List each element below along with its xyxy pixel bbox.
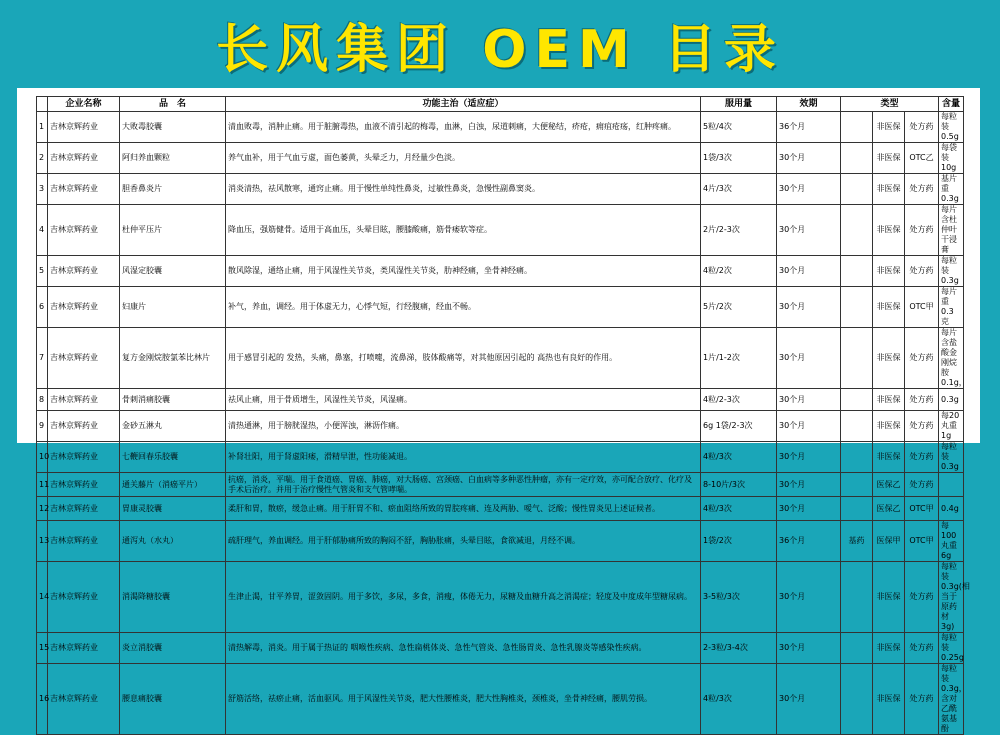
function-cell: 补气，养血，调经。用于体虚无力，心悸气短，行经腹痛，经血不畅。 [226,287,701,328]
content-cell: 每粒装0.3g(相当于原药材3g) [939,562,964,633]
type-cell-2: 医保乙 [873,497,905,521]
header-company: 企业名称 [48,97,120,112]
row-number: 16 [37,664,48,735]
header-dosage: 服用量 [701,97,777,112]
type-cell-2: 非医保 [873,205,905,256]
row-number: 15 [37,633,48,664]
content-cell: 每片含盐酸金刚烷胺0.1g， [939,328,964,389]
function-cell: 消炎清热，祛风散寒，通窍止痛。用于慢性单纯性鼻炎，过敏性鼻炎，急慢性副鼻窦炎。 [226,174,701,205]
type-cell-1 [841,328,873,389]
row-number: 2 [37,143,48,174]
row-number: 12 [37,497,48,521]
type-cell-2: 非医保 [873,389,905,411]
company-cell: 吉林京辉药业 [48,112,120,143]
type-cell-2: 医保乙 [873,473,905,497]
type-cell-1 [841,497,873,521]
table-row [37,562,964,633]
dosage-cell: 4粒/3次 [701,497,777,521]
table-row [37,256,964,287]
type-cell-3: OTC甲 [905,287,939,328]
content-cell: 每袋装10g [939,143,964,174]
dosage-cell: 4粒/2-3次 [701,389,777,411]
function-cell: 散风除湿，通络止痛，用于风湿性关节炎，类风湿性关节炎，肋神经痛，坐骨神经痛。 [226,256,701,287]
validity-cell: 30个月 [777,664,841,735]
dosage-cell: 4粒/2次 [701,256,777,287]
company-cell: 吉林京辉药业 [48,205,120,256]
type-cell-3: 处方药 [905,562,939,633]
function-cell: 清热解毒，消炎。用于属于热证的 咽喉性疾病、急性扁桃体炎、急性气管炎、急性肠胃炎、急性乳腺炎等感染性疾病。 [226,633,701,664]
company-cell: 吉林京辉药业 [48,473,120,497]
table-row [37,112,964,143]
header-content: 含量 [939,97,964,112]
function-cell: 降血压，强筋健骨。适用于高血压，头晕目眩，腰膝酸痛，筋骨痿软等症。 [226,205,701,256]
dosage-cell: 4粒/3次 [701,664,777,735]
company-cell: 吉林京辉药业 [48,411,120,442]
type-cell-3: 处方药 [905,442,939,473]
function-cell: 养气血补，用于气血亏虚，面色萎黄，头晕乏力，月经量少色淡。 [226,143,701,174]
type-cell-3: 处方药 [905,411,939,442]
product-cell: 七鞭回春乐胶囊 [120,442,226,473]
row-number: 5 [37,256,48,287]
company-cell: 吉林京辉药业 [48,287,120,328]
content-cell: 每20丸重1g [939,411,964,442]
content-cell: 基片重 0.3g [939,174,964,205]
table-row [37,497,964,521]
function-cell: 清热通淋，用于膀胱湿热，小便浑浊，淋沥作痛。 [226,411,701,442]
type-cell-1 [841,112,873,143]
type-cell-2: 非医保 [873,287,905,328]
company-cell: 吉林京辉药业 [48,143,120,174]
header-function: 功能主治（适应症） [226,97,701,112]
table-row [37,205,964,256]
type-cell-1 [841,411,873,442]
content-cell: 每粒装0.25g [939,633,964,664]
type-cell-1 [841,256,873,287]
type-cell-2: 非医保 [873,664,905,735]
product-cell: 风湿定胶囊 [120,256,226,287]
row-number: 14 [37,562,48,633]
type-cell-1 [841,473,873,497]
type-cell-3: 处方药 [905,633,939,664]
type-cell-3: OTC甲 [905,497,939,521]
table-row [37,473,964,497]
type-cell-2: 非医保 [873,256,905,287]
row-number: 11 [37,473,48,497]
catalog-table [36,96,970,735]
company-cell: 吉林京辉药业 [48,521,120,562]
header-product: 品 名 [120,97,226,112]
type-cell-2: 非医保 [873,411,905,442]
row-number: 1 [37,112,48,143]
type-cell-2: 非医保 [873,562,905,633]
validity-cell: 30个月 [777,442,841,473]
content-cell: 每粒装0.5g [939,112,964,143]
validity-cell: 30个月 [777,411,841,442]
type-cell-3: OTC甲 [905,521,939,562]
content-cell: 每100丸重6g [939,521,964,562]
validity-cell: 30个月 [777,389,841,411]
function-cell: 祛风止痛，用于骨质增生，风湿性关节炎，风湿痛。 [226,389,701,411]
content-cell: 每片含杜仲叶干浸膏 [939,205,964,256]
company-cell: 吉林京辉药业 [48,389,120,411]
type-cell-1 [841,633,873,664]
company-cell: 吉林京辉药业 [48,256,120,287]
content-cell: 每粒装0.3g，含对乙酰氨基酚 [939,664,964,735]
type-cell-3: 处方药 [905,328,939,389]
row-number: 4 [37,205,48,256]
validity-cell: 30个月 [777,287,841,328]
validity-cell: 30个月 [777,473,841,497]
row-number: 3 [37,174,48,205]
type-cell-1 [841,143,873,174]
type-cell-3: 处方药 [905,389,939,411]
type-cell-3: 处方药 [905,205,939,256]
type-cell-2: 非医保 [873,143,905,174]
company-cell: 吉林京辉药业 [48,633,120,664]
table-row [37,521,964,562]
function-cell: 抗癌，消炎，平喘。用于食道癌、胃癌、肺癌，对大肠癌、宫颈癌、白血病等多种恶性肿瘤，亦有一定疗效，亦可配合放疗、化疗及手术后治疗。并用于治疗慢性气管炎和支气管哮喘。 [226,473,701,497]
function-cell: 舒筋活络，祛瘀止痛，活血驱风。用于风湿性关节炎，肥大性腰椎炎，肥大性胸椎炎，颈椎炎，坐骨神经痛，腰肌劳损。 [226,664,701,735]
company-cell: 吉林京辉药业 [48,174,120,205]
type-cell-2: 非医保 [873,328,905,389]
type-cell-1: 基药 [841,521,873,562]
content-cell: 0.4g [939,497,964,521]
type-cell-3: 处方药 [905,256,939,287]
dosage-cell: 4粒/3次 [701,442,777,473]
company-cell: 吉林京辉药业 [48,442,120,473]
company-cell: 吉林京辉药业 [48,497,120,521]
dosage-cell: 8-10片/3次 [701,473,777,497]
function-cell: 疏肝理气，养血调经。用于肝郁胁痛所致的胸闷不舒，胸胁胀痛，头晕目眩，食欲减退，月经不调。 [226,521,701,562]
table-row [37,633,964,664]
dosage-cell: 2片/2-3次 [701,205,777,256]
validity-cell: 30个月 [777,256,841,287]
type-cell-1 [841,562,873,633]
function-cell: 清血败毒，消肿止痛。用于脏腑毒热，血液不清引起的梅毒，血淋，白浊，尿道刺痛，大便秘结，疥疮，痈疽疮疡，红肿疼痛。 [226,112,701,143]
row-number: 7 [37,328,48,389]
type-cell-2: 非医保 [873,174,905,205]
row-number: 10 [37,442,48,473]
header-validity: 效期 [777,97,841,112]
validity-cell: 30个月 [777,143,841,174]
validity-cell: 30个月 [777,328,841,389]
table-row [37,287,964,328]
type-cell-2: 非医保 [873,633,905,664]
dosage-cell: 6g 1袋/2-3次 [701,411,777,442]
function-cell: 柔肝和胃，散瘀，缓急止痛。用于肝胃不和、瘀血阻络所致的胃脘疼痛、连及两胁、嗳气、泛酸；慢性胃炎见上述证候者。 [226,497,701,521]
row-number: 13 [37,521,48,562]
dosage-cell: 1袋/2次 [701,521,777,562]
table-row [37,143,964,174]
validity-cell: 36个月 [777,521,841,562]
type-cell-1 [841,287,873,328]
table-row [37,664,964,735]
header-row [37,97,964,112]
table-row [37,442,964,473]
table-row [37,389,964,411]
company-cell: 吉林京辉药业 [48,664,120,735]
product-cell: 杜仲平压片 [120,205,226,256]
content-cell: 每粒装0.3g [939,442,964,473]
type-cell-3: OTC乙 [905,143,939,174]
type-cell-3: 处方药 [905,664,939,735]
product-cell: 金砂五淋丸 [120,411,226,442]
type-cell-2: 非医保 [873,112,905,143]
product-cell: 妇康片 [120,287,226,328]
table-row [37,328,964,389]
content-cell: 每片重0.3克 [939,287,964,328]
header-type: 类型 [841,97,939,112]
type-cell-3: 处方药 [905,174,939,205]
table-row [37,174,964,205]
product-cell: 炎立消胶囊 [120,633,226,664]
company-cell: 吉林京辉药业 [48,562,120,633]
dosage-cell: 2-3粒/3-4次 [701,633,777,664]
type-cell-2: 非医保 [873,442,905,473]
validity-cell: 36个月 [777,112,841,143]
row-number: 9 [37,411,48,442]
dosage-cell: 5粒/4次 [701,112,777,143]
function-cell: 补肾壮阳，用于肾虚阳痿，滑精早泄，性功能减退。 [226,442,701,473]
product-cell: 通关藤片（消癌平片） [120,473,226,497]
product-cell: 阿归养血颗粒 [120,143,226,174]
product-cell: 大败毒胶囊 [120,112,226,143]
dosage-cell: 1袋/3次 [701,143,777,174]
dosage-cell: 3-5粒/3次 [701,562,777,633]
function-cell: 用于感冒引起的 发热，头痛，鼻塞，打喷嚏，流鼻涕，肢体酸痛等，对其他原因引起的 高热也有良好的作用。 [226,328,701,389]
row-number: 6 [37,287,48,328]
content-cell: 0.3g [939,389,964,411]
type-cell-1 [841,442,873,473]
table-row [37,411,964,442]
validity-cell: 30个月 [777,497,841,521]
type-cell-2: 医保甲 [873,521,905,562]
page-title: 长风集团 OEM 目录 [216,19,784,80]
product-cell: 胆香鼻炎片 [120,174,226,205]
type-cell-1 [841,205,873,256]
dosage-cell: 1片/1-2次 [701,328,777,389]
validity-cell: 30个月 [777,562,841,633]
company-cell: 吉林京辉药业 [48,328,120,389]
function-cell: 生津止渴，甘平养胃，涩敛固阴。用于多饮，多尿，多食，消瘦，体倦无力，尿糖及血糖升高之消渴症；轻度及中度成年型糖尿病。 [226,562,701,633]
product-cell: 复方金刚烷胺氯苯比林片 [120,328,226,389]
header-no [37,97,48,112]
validity-cell: 30个月 [777,174,841,205]
type-cell-3: 处方药 [905,473,939,497]
validity-cell: 30个月 [777,205,841,256]
content-cell [939,473,964,497]
product-cell: 通泻丸（水丸） [120,521,226,562]
validity-cell: 30个月 [777,633,841,664]
type-cell-1 [841,389,873,411]
product-cell: 胃康灵胶囊 [120,497,226,521]
dosage-cell: 4片/3次 [701,174,777,205]
row-number: 8 [37,389,48,411]
catalog-sheet [17,88,980,733]
type-cell-1 [841,664,873,735]
product-cell: 腰息痛胶囊 [120,664,226,735]
type-cell-1 [841,174,873,205]
dosage-cell: 5片/2次 [701,287,777,328]
type-cell-3: 处方药 [905,112,939,143]
product-cell: 骨刺消痛胶囊 [120,389,226,411]
content-cell: 每粒装0.3g [939,256,964,287]
product-cell: 消渴降糖胶囊 [120,562,226,633]
